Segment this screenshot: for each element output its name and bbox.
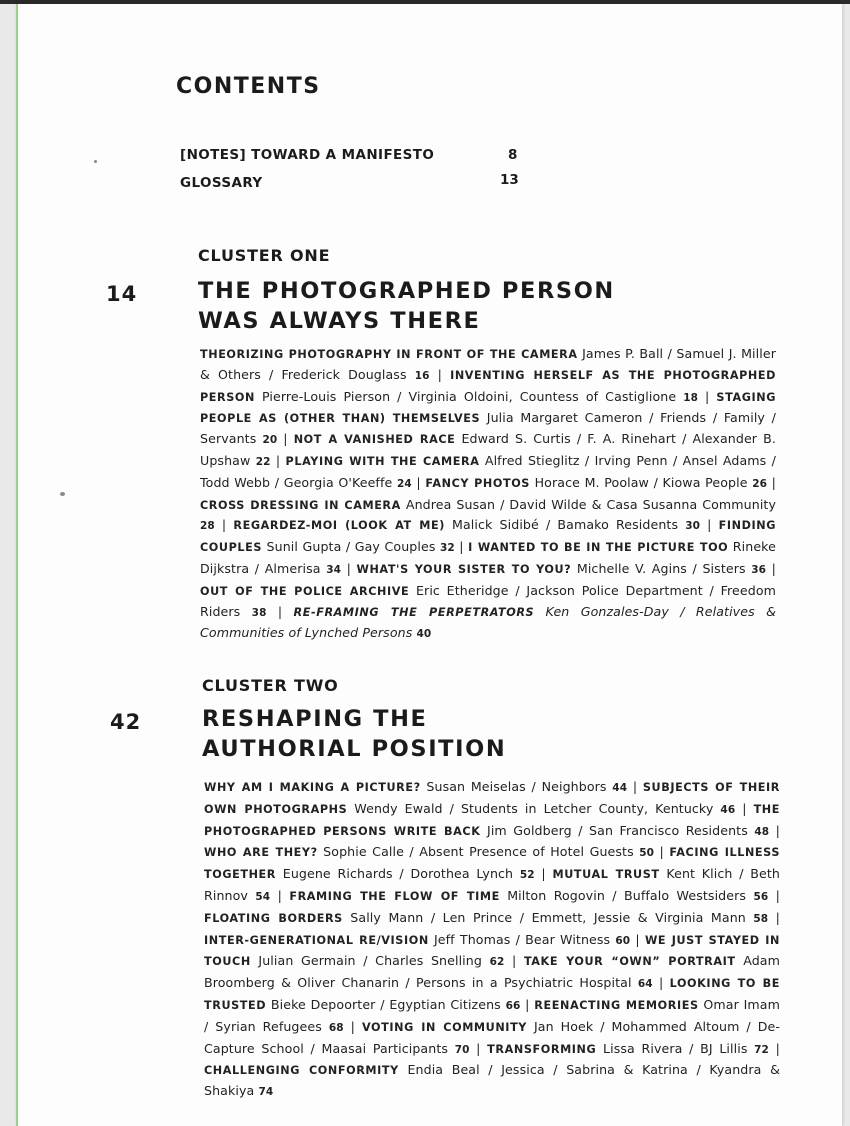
entry-credits: | <box>735 800 754 816</box>
entry-credits: | <box>768 887 781 903</box>
entry-heading: THEORIZING PHOTOGRAPHY IN FRONT OF THE CAMERA <box>200 348 578 361</box>
entry-page-number: 48 <box>754 825 770 838</box>
entry-heading: TRANSFORMING <box>487 1042 597 1056</box>
entry-credits: | <box>277 431 294 447</box>
entry-heading: REENACTING MEMORIES <box>534 998 699 1012</box>
entry-credits: | <box>767 474 776 490</box>
entry-credits: Jan Hoek / Mohammed Altoum / De-Capture School / Maasai Participants <box>204 1018 780 1056</box>
entry-page-number: 44 <box>612 782 628 794</box>
entry-credits: Pierre-Louis Pierson / Virginia Oldoini, Countess of Castiglione <box>255 388 684 404</box>
entry-credits: Sunil Gupta / Gay Couples <box>262 539 440 555</box>
entry-page-number: 32 <box>439 542 455 555</box>
cluster-one-title-line1: THE PHOTOGRAPHED PERSON <box>198 278 615 304</box>
entry-credits: Eric Etheridge / Jackson Police Department / Freedom Riders <box>200 582 776 619</box>
cluster-one-label: CLUSTER ONE <box>198 246 331 265</box>
entry-heading: SUBJECTS OF THEIR OWN PHOTOGRAPHS <box>204 781 781 816</box>
entry-heading: CROSS DRESSING IN CAMERA <box>200 498 401 512</box>
entry-page-number: 20 <box>262 434 278 447</box>
entry-credits: | <box>698 388 717 404</box>
entry-page-number: 24 <box>396 477 412 490</box>
entry-heading: FLOATING BORDERS <box>204 911 343 925</box>
entry-credits: Wendy Ewald / Students in Letcher County, Kentucky <box>347 800 721 816</box>
entry-credits: | <box>627 779 643 794</box>
entry-credits: | <box>504 953 524 969</box>
entry-heading: WHAT'S YOUR SISTER TO YOU? <box>356 562 572 576</box>
entry-credits: Lissa Rivera / BJ Lillis <box>596 1040 755 1056</box>
entry-page-number: 74 <box>258 1086 274 1099</box>
entry-credits: | <box>266 603 294 619</box>
scan-speck <box>60 492 65 496</box>
entry-page-number: 26 <box>752 477 768 490</box>
entry-credits: Rineke Dijkstra / Almerisa <box>200 539 776 576</box>
entry-credits: Bieke Depoorter / Egyptian Citizens <box>266 996 506 1012</box>
entry-page-number: 54 <box>255 890 271 903</box>
entry-credits: Kent Klich / Beth Rinnov <box>204 866 780 903</box>
entry-heading: I WANTED TO BE IN THE PICTURE TOO <box>468 541 729 555</box>
entry-heading: CHALLENGING CONFORMITY <box>204 1064 399 1078</box>
entry-credits: Michelle V. Agins / Sisters <box>571 560 752 576</box>
cluster-two-title-line2: AUTHORIAL POSITION <box>202 736 507 762</box>
entry-credits: Edward S. Curtis / F. A. Rinehart / Alexander B. Upshaw <box>200 431 776 468</box>
cluster-one-page: 14 <box>106 282 138 306</box>
entry-credits: Omar Imam / Syrian Refugees <box>204 996 780 1034</box>
entry-credits: | <box>214 517 234 533</box>
entry-page-number: 30 <box>685 520 701 533</box>
toc-page-glossary: 13 <box>500 172 519 188</box>
entry-page-number: 72 <box>754 1043 769 1056</box>
entry-credits: Horace M. Poolaw / Kiowa People <box>529 474 753 490</box>
entry-credits: | <box>630 931 645 947</box>
entry-page-number: 40 <box>416 628 432 641</box>
entry-credits: | <box>520 996 535 1012</box>
entry-page-number: 58 <box>753 912 769 925</box>
entry-credits: | <box>469 1040 488 1056</box>
entry-page-number: 62 <box>489 956 505 969</box>
entry-credits: Milton Rogovin / Buffalo Westsiders <box>499 887 754 903</box>
entry-credits: | <box>769 822 780 838</box>
entry-credits: Eugene Richards / Dorothea Lynch <box>276 866 520 882</box>
entry-credits: Sally Mann / Len Prince / Emmett, Jessie & Virginia Mann <box>342 909 754 925</box>
entry-credits: Andrea Susan / David Wilde & Casa Susanna Community <box>400 496 777 512</box>
entry-heading: INTER-GENERATIONAL RE/VISION <box>204 933 429 947</box>
entry-credits: | <box>270 887 290 903</box>
entry-heading: PLAYING WITH THE CAMERA <box>285 454 480 468</box>
entry-page-number: 60 <box>615 934 631 947</box>
entry-credits: | <box>768 1040 780 1056</box>
entry-heading: WHO ARE THEY? <box>204 846 318 860</box>
cluster-two-title-line1: RESHAPING THE <box>202 706 428 732</box>
entry-page-number: 22 <box>255 455 271 468</box>
entry-heading: OUT OF THE POLICE ARCHIVE <box>200 584 410 598</box>
entry-credits: | <box>654 844 670 860</box>
toc-item-glossary: GLOSSARY <box>180 175 263 191</box>
entry-page-number: 70 <box>454 1043 470 1056</box>
toc-page-manifesto: 8 <box>508 147 518 163</box>
entry-heading: STAGING PEOPLE AS (OTHER THAN) THEMSELVES <box>200 390 776 426</box>
entry-page-number: 56 <box>753 890 769 903</box>
entry-page-number: 36 <box>751 563 767 576</box>
entry-page-number: 50 <box>639 847 655 860</box>
entry-page-number: 38 <box>251 606 267 619</box>
entry-credits: Julian Germain / Charles Snelling <box>250 953 490 969</box>
entry-credits: Julia Margaret Cameron / Friends / Family / Servants <box>200 410 776 447</box>
entry-heading: WE JUST STAYED IN TOUCH <box>204 933 780 969</box>
entry-page-number: 28 <box>200 520 215 533</box>
entry-page-number: 16 <box>414 369 430 382</box>
contents-title: CONTENTS <box>176 74 321 99</box>
entry-credits: Susan Meiselas / Neighbors <box>420 779 613 794</box>
entry-credits: | <box>700 517 719 533</box>
entry-heading: VOTING IN COMMUNITY <box>361 1020 528 1034</box>
entry-page-number: 64 <box>637 978 653 991</box>
scan-speck <box>94 160 97 163</box>
entry-credits: Sophie Calle / Absent Presence of Hotel Guests <box>317 844 640 860</box>
entry-credits: | <box>411 474 426 490</box>
entry-credits: Adam Broomberg & Oliver Chanarin / Persons in a Psychiatric Hospital <box>204 953 780 991</box>
cluster-two-label: CLUSTER TWO <box>202 676 339 695</box>
entry-heading: LOOKING TO BE TRUSTED <box>204 977 780 1012</box>
entry-credits: Endia Beal / Jessica / Sabrina & Katrina / Kyandra & Shakiya <box>204 1062 781 1099</box>
cluster-two-title <box>202 704 506 764</box>
entry-page-number: 46 <box>720 803 736 816</box>
entry-heading: FACING ILLNESS TOGETHER <box>204 846 780 882</box>
entry-page-number: 68 <box>328 1021 344 1034</box>
entry-heading: FANCY PHOTOS <box>425 476 530 490</box>
entry-credits: | <box>343 1018 362 1034</box>
entry-credits: Alfred Stieglitz / Irving Penn / Ansel Adams / Todd Webb / Georgia O'Keeffe <box>200 452 776 490</box>
entry-heading: TAKE YOUR “OWN” PORTRAIT <box>523 955 736 969</box>
entry-page-number: 34 <box>326 563 341 576</box>
entry-credits: | <box>429 366 451 382</box>
entry-credits: | <box>768 909 780 925</box>
entry-credits: | <box>270 452 286 468</box>
entry-heading: NOT A VANISHED RACE <box>293 433 456 447</box>
entry-heading: RE-FRAMING THE PERPETRATORS <box>293 605 535 619</box>
cluster-two-entries <box>204 777 780 1103</box>
entry-heading: MUTUAL TRUST <box>552 868 660 882</box>
entry-credits: Jim Goldberg / San Francisco Residents <box>480 822 755 838</box>
entry-credits: | <box>652 975 670 991</box>
entry-page-number: 18 <box>683 391 699 404</box>
cluster-one-title-line2: WAS ALWAYS THERE <box>198 308 481 334</box>
entry-credits: Ken Gonzales-Day / Relatives & Communities of Lynched Persons <box>200 603 776 641</box>
entry-page-number: 52 <box>519 869 535 882</box>
entry-credits: Malick Sidibé / Bamako Residents <box>444 517 686 533</box>
entry-heading: INVENTING HERSELF AS THE PHOTOGRAPHED PERSON <box>200 368 776 404</box>
entry-credits: | <box>341 560 357 576</box>
entry-credits: | <box>766 560 776 576</box>
entry-heading: THE PHOTOGRAPHED PERSONS WRITE BACK <box>204 802 780 838</box>
entry-heading: FINDING COUPLES <box>200 519 776 555</box>
entry-heading: FRAMING THE FLOW OF TIME <box>289 889 500 903</box>
entry-heading: WHY AM I MAKING A PICTURE? <box>204 781 421 794</box>
entry-credits: James P. Ball / Samuel J. Miller & Others / Frederick Douglass <box>200 346 776 382</box>
toc-item-manifesto: [NOTES] TOWARD A MANIFESTO <box>180 147 435 163</box>
entry-heading: REGARDEZ-MOI (LOOK AT ME) <box>233 519 445 533</box>
entry-credits: | <box>454 539 469 555</box>
cluster-one-entries <box>200 344 776 645</box>
entry-page-number: 66 <box>505 999 521 1012</box>
cluster-two-page: 42 <box>110 710 142 734</box>
entry-credits: Jeff Thomas / Bear Witness <box>428 931 616 947</box>
entry-credits: | <box>534 866 553 882</box>
cluster-one-title <box>198 276 615 336</box>
